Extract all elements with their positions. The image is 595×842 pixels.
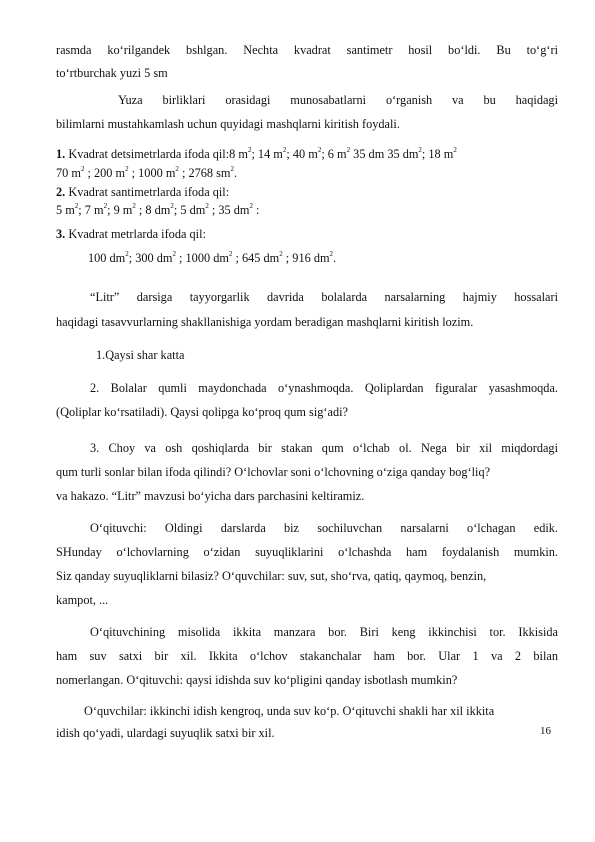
list-number: 1. — [56, 147, 66, 161]
exponent: 2 — [175, 164, 179, 173]
question-1: 1.Qaysi shar katta — [96, 348, 185, 362]
exponent: 2 — [172, 249, 176, 258]
exponent: 2 — [453, 145, 457, 154]
question-3-line-2: qum turli sonlar bilan ifoda qilindi? O‘lchovlar soni o‘lchovning o‘ziga qanday bog‘liq? — [56, 465, 491, 479]
question-2-line-2: (Qoliplar ko‘rsatiladi). Qaysi qolipga ko‘proq qum sig‘adi? — [56, 405, 348, 419]
exercise-2-title: 2. Kvadrat santimetrlarda ifoda qil: — [56, 185, 230, 199]
question-2-line-1: 2. Bolalar qumli maydonchada o‘ynashmoqda. Qoliplardan figuralar yasashmoqda. — [90, 381, 558, 395]
exponent: 2 — [74, 201, 79, 210]
paragraph-line: idish qo‘yadi, ulardagi suyuqlik satxi bir xil. — [56, 726, 275, 740]
exponent: 2 — [80, 164, 85, 173]
exponent: 2 — [170, 201, 174, 210]
exponent: 2 — [205, 201, 209, 210]
exercise-3-title: 3. Kvadrat metrlarda ifoda qil: — [56, 227, 206, 241]
exponent: 2 — [282, 145, 287, 154]
exponent: 2 — [228, 249, 233, 258]
exponent: 2 — [249, 201, 253, 210]
paragraph-line: Siz qanday suyuqliklarni bilasiz? O‘quvchilar: suv, sut, sho‘rva, qatiq, qaymoq, benzin, — [56, 569, 487, 583]
paragraph-line: “Litr” darsiga tayyorgarlik davrida bolalarda narsalarning hajmiy hossalari — [90, 290, 558, 304]
exercise-1-line-2: 70 $m^2$ ; 200 $m^2$ ; 1000 $m^2$ ; 2768 $sm^2$. — [56, 164, 238, 180]
page-number: 16 — [540, 725, 551, 737]
exponent: 2 — [317, 145, 322, 154]
paragraph-line: O‘qituvchining misolida ikkita manzara bor. Biri keng ikkinchisi tor. Ikkisida — [90, 625, 558, 639]
paragraph-line: nomerlangan. O‘qituvchi: qaysi idishda suv ko‘pligini qanday isbotlash mumkin? — [56, 673, 458, 687]
paragraph-line: bilimlarni mustahkamlash uchun quyidagi mashqlarni kiritish foydali. — [56, 117, 400, 131]
exponent: 2 — [247, 145, 252, 154]
exponent: 2 — [279, 249, 283, 258]
paragraph-line: O‘qituvchi: Oldingi darslarda biz sochiluvchan narsalarni o‘lchagan edik. — [90, 521, 558, 535]
exercise-1-line-1: 1. Kvadrat detsimetrlarda ifoda qil:8 $m^2$; 14 $m^2$; 40 $m^2$; 6 $m^2$ 35 dm 35 $dm^2$; 18 $m^2$ — [56, 145, 457, 161]
paragraph-line: rasmda ko‘rilgandek bshlgan. Nechta kvadrat santimetr hosil bo‘ldi. Bu to‘g‘ri — [56, 43, 558, 57]
paragraph-line: O‘quvchilar: ikkinchi idish kengroq, unda suv ko‘p. O‘qituvchi shakli har xil ikkita — [84, 704, 495, 718]
exponent: 2 — [418, 145, 422, 154]
paragraph-line: to‘rtburchak yuzi 5 sm — [56, 66, 168, 80]
exponent: 2 — [230, 164, 234, 173]
exponent: 2 — [125, 249, 129, 258]
paragraph-line: SHunday o‘lchovlarning o‘zidan suyuqliklarini o‘lchashda ham foydalanish mumkin. — [56, 545, 558, 559]
paragraph-line: Yuza birliklari orasidagi munosabatlarni o‘rganish va bu haqidagi — [118, 93, 558, 107]
list-number: 2. — [56, 185, 66, 199]
paragraph-line: va hakazo. “Litr” mavzusi bo‘yicha dars parchasini keltiramiz. — [56, 489, 365, 503]
paragraph-line: kampot, ... — [56, 593, 109, 607]
list-number: 3. — [56, 227, 66, 241]
exponent: 2 — [103, 201, 108, 210]
exponent: 2 — [329, 249, 334, 258]
exponent: 2 — [132, 201, 136, 210]
paragraph-line: haqidagi tasavvurlarning shakllanishiga yordam beradigan mashqlarni kiritish lozim. — [56, 315, 474, 329]
exercise-3-values: 100 $dm^2$; 300 $dm^2$ ; 1000 $dm^2$ ; 645 $dm^2$ ; 916 $dm^2$. — [88, 249, 337, 265]
exercise-2-values: 5 $m^2$; 7 $m^2$; 9 $m^2$ ; 8 $dm^2$; 5 $dm^2$ ; 35 $dm^2$ : — [56, 201, 260, 217]
exponent: 2 — [346, 145, 351, 154]
exponent: 2 — [125, 164, 129, 173]
paragraph-line: ham suv satxi bir xil. Ikkita o‘lchov stakanchalar ham bor. Ular 1 va 2 bilan — [56, 649, 558, 663]
question-3-line-1: 3. Choy va osh qoshiqlarda bir stakan qum o‘lchab ol. Nega bir xil miqdordagi — [90, 441, 558, 455]
